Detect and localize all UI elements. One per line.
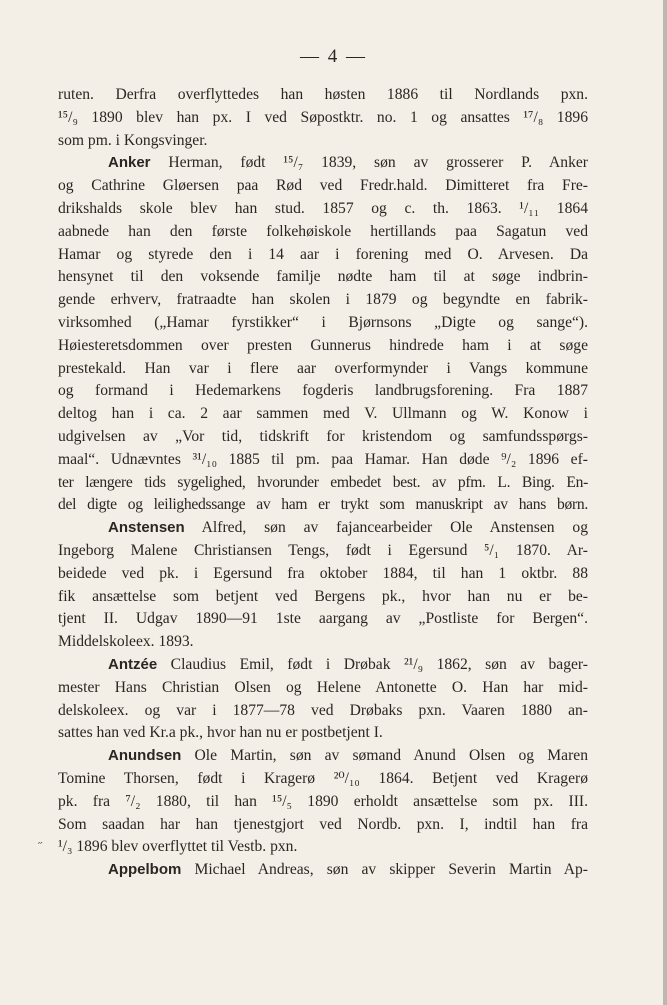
text-line: ruten. Derfra overflyttedes han høsten 1886 til Nordlands pxn.	[58, 86, 588, 103]
text-line: aabnede han den første folkehøiskole hertillands paa Sagatun ved	[58, 222, 588, 240]
text-line: beidede ved pk. i Egersund fra oktober 1884, til han 1 oktbr. 88	[58, 564, 588, 582]
text-line: drikshalds skole blev han stud. 1857 og c. th. 1863. ¹/₁₁ 1864	[58, 199, 588, 217]
text-line: Hamar og styrede den i 14 aar i forening med O. Arvesen. Da	[58, 245, 588, 263]
entry-name: Anker	[108, 154, 151, 172]
text-line: som pm. i Kongsvinger.	[58, 131, 208, 149]
entry-first-line	[58, 745, 588, 768]
text-line: prestekald. Han var i flere aar overformynder i Vangs kommune	[58, 359, 588, 377]
text-line-content: ¹/₃ 1896 blev overflyttet til Vestb. pxn.	[58, 838, 298, 856]
entry-name: Antzée	[108, 655, 158, 673]
entry-first-text: Alfred, søn av fajancearbeider Ole Anstensen og	[201, 519, 588, 537]
text-line: Ingeborg Malene Christiansen Tengs, født i Egersund ⁵/₁ 1870. Ar-	[58, 541, 588, 559]
entry-first-text: Herman, født ¹⁵/₇ 1839, søn av grosserer P. Anker	[168, 154, 588, 172]
entry-first-text: Michael Andreas, søn av skipper Severin Martin Ap-	[194, 861, 588, 879]
text-line: ¹⁵/₉ 1890 blev han px. I ved Søpostktr. no. 1 og ansattes ¹⁷/₈ 1896	[58, 108, 588, 126]
text-line: sattes han ved Kr.a pk., hvor han nu er postbetjent I.	[58, 724, 383, 742]
text-line: ter længere tids sygelighed, hvorunder embedet best. av pfm. L. Bing. En-	[58, 473, 588, 491]
text-line	[38, 836, 588, 859]
text-line: fik ansættelse som betjent ved Bergens pk., hvor han nu er be-	[58, 587, 588, 605]
text-line: delskoleex. og var i 1877—78 ved Drøbaks pxn. Vaaren 1880 an-	[58, 701, 588, 719]
entry-name: Anstensen	[108, 519, 185, 537]
text-line: tjent II. Udgav 1890—91 1ste aargang av „Postliste for Bergen“.	[58, 610, 588, 628]
text-line: mester Hans Christian Olsen og Helene Antonette O. Han har mid-	[58, 678, 588, 696]
entry-first-line	[58, 654, 588, 677]
page-number: — 4 —	[300, 46, 367, 67]
text-line: virksomhed („Hamar fyrstikker“ i Bjørnsons „Digte og sange“).	[58, 313, 588, 331]
entry-name: Anundsen	[108, 747, 182, 765]
text-line: deltog han i ca. 2 aar sammen med V. Ullmann og W. Konow i	[58, 405, 588, 423]
text-line: Som saadan har han tjenestgjort ved Nordb. pxn. I, indtil han fra	[58, 815, 588, 833]
entry-first-line	[58, 152, 588, 175]
entry-first-line	[58, 859, 588, 882]
entry-first-line	[58, 517, 588, 540]
entry-name: Appelbom	[108, 861, 182, 879]
text-line: Tomine Thorsen, født i Kragerø ²⁰/₁₀ 1864. Betjent ved Kragerø	[58, 769, 588, 787]
text-line: Høiesteretsdommen over presten Gunnerus hindrede ham i at søge	[58, 336, 588, 354]
text-line: og Cathrine Gløersen paa Rød ved Fredr.hald. Dimitteret fra Fre-	[58, 177, 588, 195]
text-line: Middelskoleex. 1893.	[58, 633, 194, 651]
page-edge	[663, 0, 667, 1005]
text-line: og formand i Hedemarkens fogderis landbrugsforening. Fra 1887	[58, 382, 588, 400]
text-line: hensynet til den voksende familje nødte ham til at søge indbrin-	[58, 268, 588, 286]
entry-first-text: Ole Martin, søn av sømand Anund Olsen og Maren	[194, 747, 588, 765]
text-line: udgivelsen av „Vor tid, tidskrift for kristendom og samfundsspørgs-	[58, 427, 588, 445]
text-line: maal“. Udnævntes ³¹/₁₀ 1885 til pm. paa Hamar. Han døde ⁹/₂ 1896 ef-	[58, 450, 588, 468]
text-body	[38, 84, 588, 882]
text-line: gende erhverv, fratraadte han skolen i 1879 og begyndte en fabrik-	[58, 291, 588, 309]
entry-first-text: Claudius Emil, født i Drøbak ²¹/₉ 1862, søn av bager-	[170, 655, 588, 673]
text-line: pk. fra ⁷/₂ 1880, til han ¹⁵/₅ 1890 erholdt ansættelse som px. III.	[58, 792, 588, 810]
text-line: del digte og leilighedssange av ham er trykt som manuskript av hans børn.	[58, 496, 588, 514]
margin-mark: ˝	[38, 839, 43, 855]
